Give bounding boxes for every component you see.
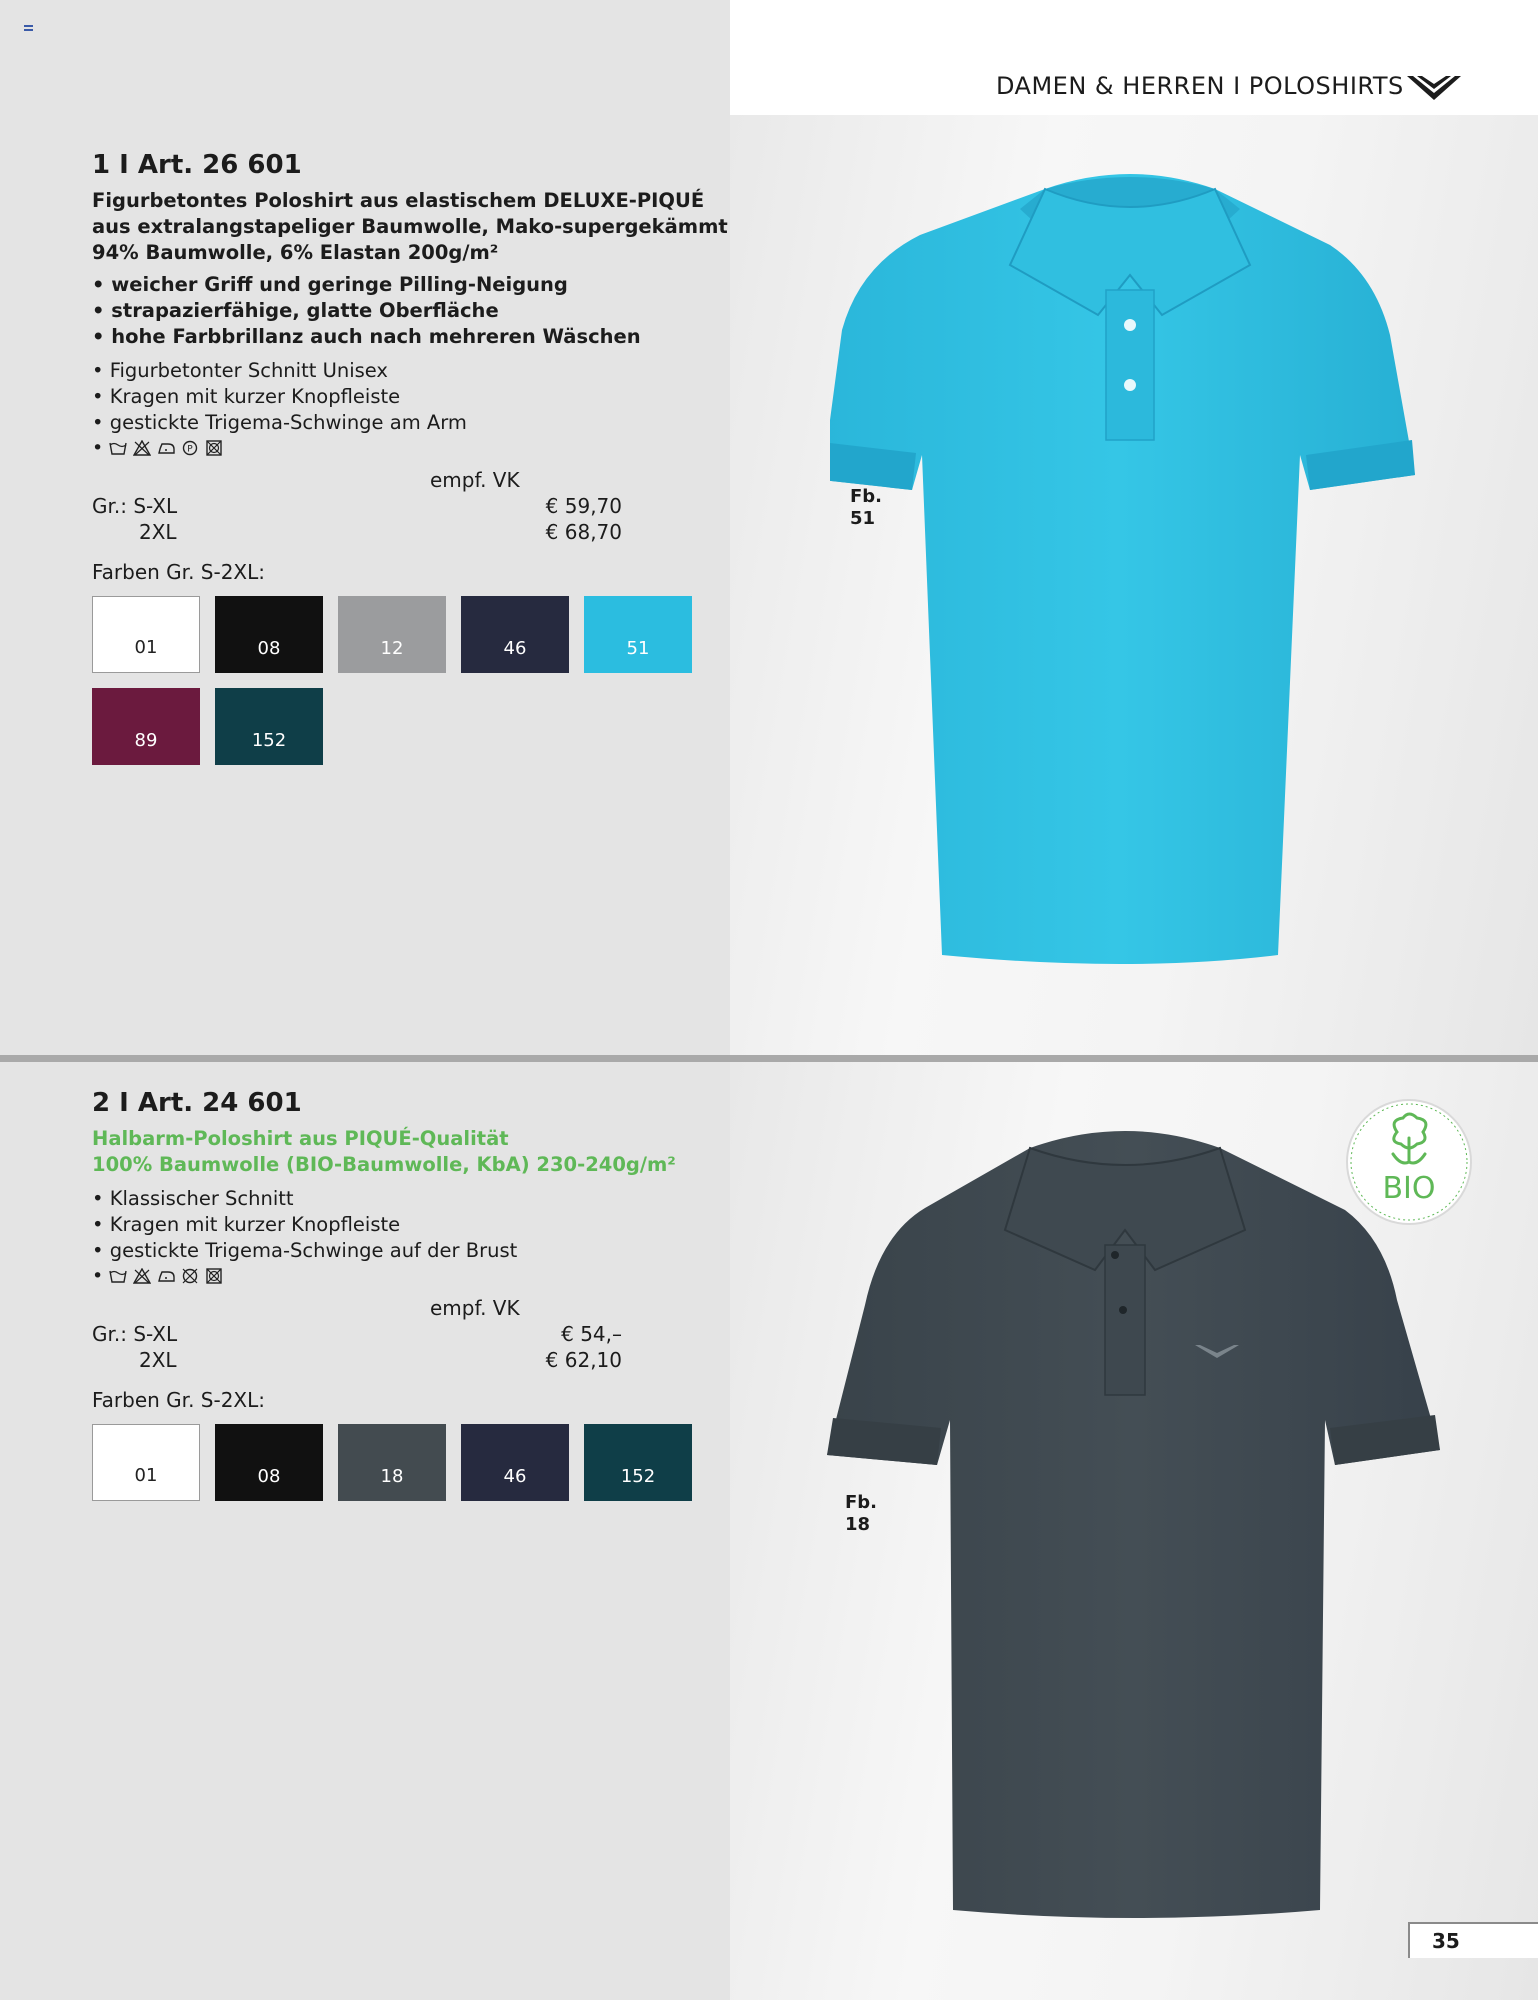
color-swatch-152: 152 [215, 688, 323, 765]
image-color-label: Fb. 18 [845, 1492, 878, 1535]
color-swatch-18: 18 [338, 1424, 446, 1501]
color-swatch-152: 152 [584, 1424, 692, 1501]
feature-item: • Klassischer Schnitt [92, 1186, 732, 1212]
feature-item: • Kragen mit kurzer Knopfleiste [92, 1212, 732, 1238]
color-swatches [92, 1424, 732, 1514]
product-subtitle-line: Halbarm-Poloshirt aus PIQUÉ-Qualität [92, 1127, 509, 1150]
feature-item: • Figurbetonter Schnitt Unisex [92, 358, 732, 384]
product-section-1 [92, 150, 732, 766]
trigema-swoosh-icon [1405, 70, 1463, 106]
price-value: € 62,10 [545, 1348, 622, 1372]
feature-item: • Kragen mit kurzer Knopfleiste [92, 384, 732, 410]
article-title: 2 I Art. 24 601 [92, 1088, 302, 1118]
price-value: € 54,– [561, 1322, 622, 1346]
feature-item: • gestickte Trigema-Schwinge am Arm [92, 410, 732, 436]
color-swatch-46: 46 [461, 596, 569, 673]
no-tumble-dry-icon [205, 1268, 223, 1284]
size-label: 2XL [139, 1348, 177, 1372]
wash-40-icon [109, 440, 127, 456]
no-bleach-icon [133, 1268, 151, 1284]
size-label: 2XL [139, 520, 177, 544]
svg-text:BIO: BIO [1382, 1171, 1436, 1206]
price-value: € 59,70 [545, 494, 622, 518]
highlight-item: • strapazierfähige, glatte Oberfläche [92, 298, 732, 324]
price-header: empf. VK [430, 468, 520, 492]
page-title: DAMEN & HERREN I POLOSHIRTS [996, 72, 1404, 100]
price-value: € 68,70 [545, 520, 622, 544]
image-color-label: Fb. 51 [850, 486, 883, 529]
color-swatch-08: 08 [215, 596, 323, 673]
no-bleach-icon [133, 440, 151, 456]
colors-label: Farben Gr. S-2XL: [92, 1388, 265, 1412]
care-symbols [92, 1264, 732, 1288]
product-section-2 [92, 1088, 732, 1514]
color-swatch-46: 46 [461, 1424, 569, 1501]
turquoise-polo-shirt-image [830, 165, 1430, 975]
care-symbols [92, 436, 732, 460]
feature-list [92, 1186, 732, 1264]
product-subtitle-line: aus extralangstapeliger Baumwolle, Mako-supergekämmt [92, 215, 728, 238]
color-swatches [92, 596, 732, 766]
feature-item: • gestickte Trigema-Schwinge auf der Brust [92, 1238, 732, 1264]
color-swatch-08: 08 [215, 1424, 323, 1501]
product-subtitle-line: 100% Baumwolle (BIO-Baumwolle, KbA) 230-240g/m² [92, 1153, 676, 1176]
highlight-item: • weicher Griff und geringe Pilling-Neigung [92, 272, 732, 298]
iron-icon [157, 1268, 175, 1284]
no-tumble-dry-icon [205, 440, 223, 456]
size-label: Gr.: S-XL [92, 1322, 178, 1346]
wash-40-icon [109, 1268, 127, 1284]
color-swatch-51: 51 [584, 596, 692, 673]
article-title: 1 I Art. 26 601 [92, 150, 302, 180]
bio-badge [1345, 1098, 1473, 1226]
price-header: empf. VK [430, 1296, 520, 1320]
corner-mark-icon [24, 24, 34, 34]
color-swatch-12: 12 [338, 596, 446, 673]
color-swatch-01: 01 [92, 596, 200, 673]
colors-label: Farben Gr. S-2XL: [92, 560, 265, 584]
page-number: 35 [1408, 1922, 1538, 1958]
size-label: Gr.: S-XL [92, 494, 178, 518]
iron-icon [157, 440, 175, 456]
section-divider [0, 1055, 1538, 1062]
product-subtitle-line: 94% Baumwolle, 6% Elastan 200g/m² [92, 241, 499, 264]
highlight-item: • hohe Farbbrillanz auch nach mehreren Wäschen [92, 324, 732, 350]
highlight-list [92, 272, 732, 350]
price-block [92, 468, 732, 548]
svg-text:P: P [187, 444, 193, 455]
product-subtitle-line: Figurbetontes Poloshirt aus elastischem DELUXE-PIQUÉ [92, 189, 705, 212]
feature-list [92, 358, 732, 436]
dryclean-p-icon [181, 440, 199, 456]
color-swatch-01: 01 [92, 1424, 200, 1501]
anthracite-polo-shirt-image [825, 1120, 1445, 1920]
price-block [92, 1296, 732, 1376]
no-dryclean-icon [181, 1268, 199, 1284]
color-swatch-89: 89 [92, 688, 200, 765]
